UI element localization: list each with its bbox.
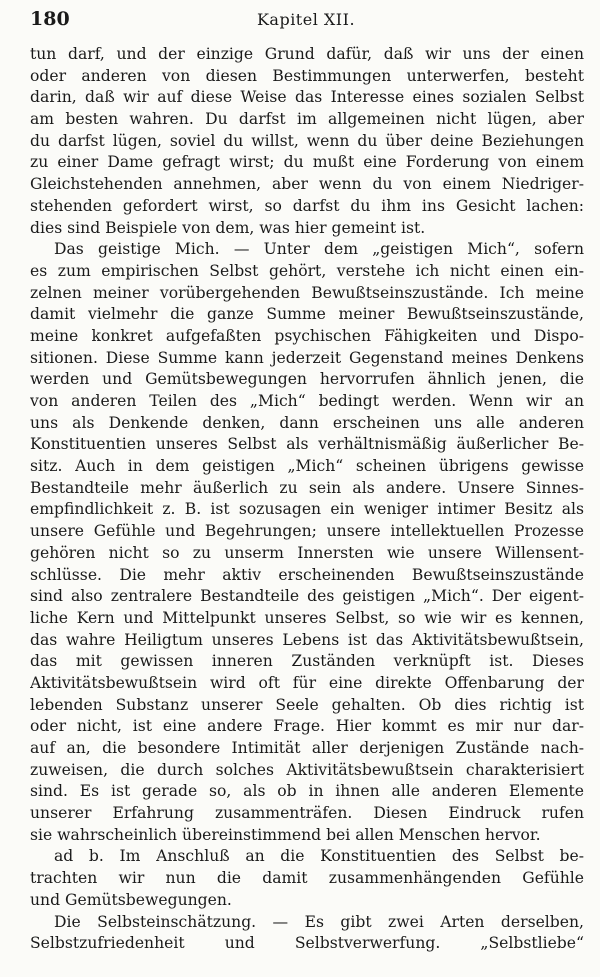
text-line: sitz. Auch in dem geistigen „Mich“ scheinen übrigens gewisse — [30, 457, 584, 476]
chapter-title: Kapitel XII. — [256, 10, 356, 29]
text-line: meine konkret aufgefaßten psychischen Fähigkeiten und Dispo- — [30, 326, 584, 345]
text-line: unsere Gefühle und Begehrungen; unsere intellektuellen Prozesse — [30, 522, 584, 541]
text-line: auf an, die besondere Intimität aller derjenigen Zustände nach- — [30, 739, 584, 757]
text-line: von anderen Teilen des „Mich“ bedingt werden. Wenn wir an — [30, 392, 584, 410]
text-line: am besten wahren. Du darfst im allgemeinen nicht lügen, aber — [30, 110, 584, 129]
text-line: Selbstzufriedenheit und Selbstverwerfung. „Selbstliebe“ — [30, 934, 584, 953]
text-line: oder nicht, ist eine andere Frage. Hier kommt es mir nur dar- — [30, 717, 584, 736]
text-line: liche Kern und Mittelpunkt unseres Selbst, so wie wir es kennen, — [30, 608, 584, 627]
text-line: tun darf, und der einzige Grund dafür, daß wir uns der einen — [30, 45, 584, 63]
text-line: darin, daß wir auf diese Weise das Interesse eines sozialen Selbst — [30, 88, 584, 107]
text-line: uns als Denkende denken, dann erscheinen uns alle anderen — [30, 413, 584, 432]
text-line: zuweisen, die durch solches Aktivitätsbewußtsein charakterisiert — [30, 760, 584, 779]
text-line: sind also zentralere Bestandteile des geistigen „Mich“. Der eigent- — [30, 587, 584, 606]
text-line: Gleichstehenden annehmen, aber wenn du von einem Niedriger- — [30, 175, 584, 194]
text-line: sitionen. Diese Summe kann jederzeit Gegenstand meines Denkens — [30, 348, 584, 367]
text-line: schlüsse. Die mehr aktiv erscheinenden Bewußtseinszustände — [30, 565, 584, 584]
text-line: das wahre Heiligtum unseres Lebens ist das Aktivitätsbewußtsein, — [30, 630, 584, 649]
text-line: du darfst lügen, soviel du willst, wenn du über deine Beziehungen — [30, 131, 584, 150]
text-line: unserer Erfahrung zusammenträfen. Diesen Eindruck rufen — [30, 804, 584, 823]
text-line: sie wahrscheinlich übereinstimmend bei allen Menschen hervor. — [30, 825, 541, 844]
text-line: das mit gewissen inneren Zuständen verknüpft ist. Dieses — [30, 652, 584, 671]
text-line: es zum empirischen Selbst gehört, verstehe ich nicht einen ein- — [30, 261, 584, 280]
text-line: oder anderen von diesen Bestimmungen unterwerfen, besteht — [30, 66, 584, 85]
text-line: Bestandteile mehr äußerlich zu sein als andere. Unsere Sinnes- — [30, 478, 584, 497]
text-line: dies sind Beispiele von dem, was hier gemeint ist. — [30, 218, 426, 237]
text-line: und Gemütsbewegungen. — [30, 890, 232, 909]
body-text — [30, 44, 584, 955]
text-line: gehören nicht so zu unserm Innersten wie unsere Willensent- — [30, 543, 584, 562]
text-line: zelnen meiner vorübergehenden Bewußtseinszustände. Ich meine — [30, 283, 584, 302]
section-heading-line: Die Selbsteinschätzung. — Es gibt zwei Arten derselben, — [54, 912, 584, 931]
text-line: lebenden Substanz unserer Seele gehalten. Ob dies richtig ist — [30, 695, 584, 714]
text-line: Aktivitätsbewußtsein wird oft für eine direkte Offenbarung der — [30, 673, 584, 692]
text-line: damit vielmehr die ganze Summe meiner Bewußtseinszustände, — [30, 305, 584, 324]
running-head — [30, 8, 582, 32]
text-line: werden und Gemütsbewegungen hervorrufen ähnlich jenen, die — [30, 370, 584, 389]
text-line: Konstituentien unseres Selbst als verhältnismäßig äußerlicher Be- — [30, 435, 584, 454]
text-line: stehenden gefordert wirst, so darfst du ihm ins Gesicht lachen: — [30, 196, 584, 215]
text-line: sind. Es ist gerade so, als ob in ihnen alle anderen Elemente — [30, 782, 584, 801]
section-heading-line: Das geistige Mich. — Unter dem „geistigen Mich“, sofern — [54, 240, 584, 259]
text-line: empfindlichkeit z. B. ist sozusagen ein weniger intimer Besitz als — [30, 500, 584, 519]
paragraph-start-line: ad b. Im Anschluß an die Konstituentien des Selbst be- — [54, 847, 584, 866]
text-line: zu einer Dame gefragt wirst; du mußt eine Forderung von einem — [30, 153, 584, 172]
page-number: 180 — [30, 8, 70, 30]
text-line: trachten wir nun die damit zusammenhängenden Gefühle — [30, 869, 584, 888]
